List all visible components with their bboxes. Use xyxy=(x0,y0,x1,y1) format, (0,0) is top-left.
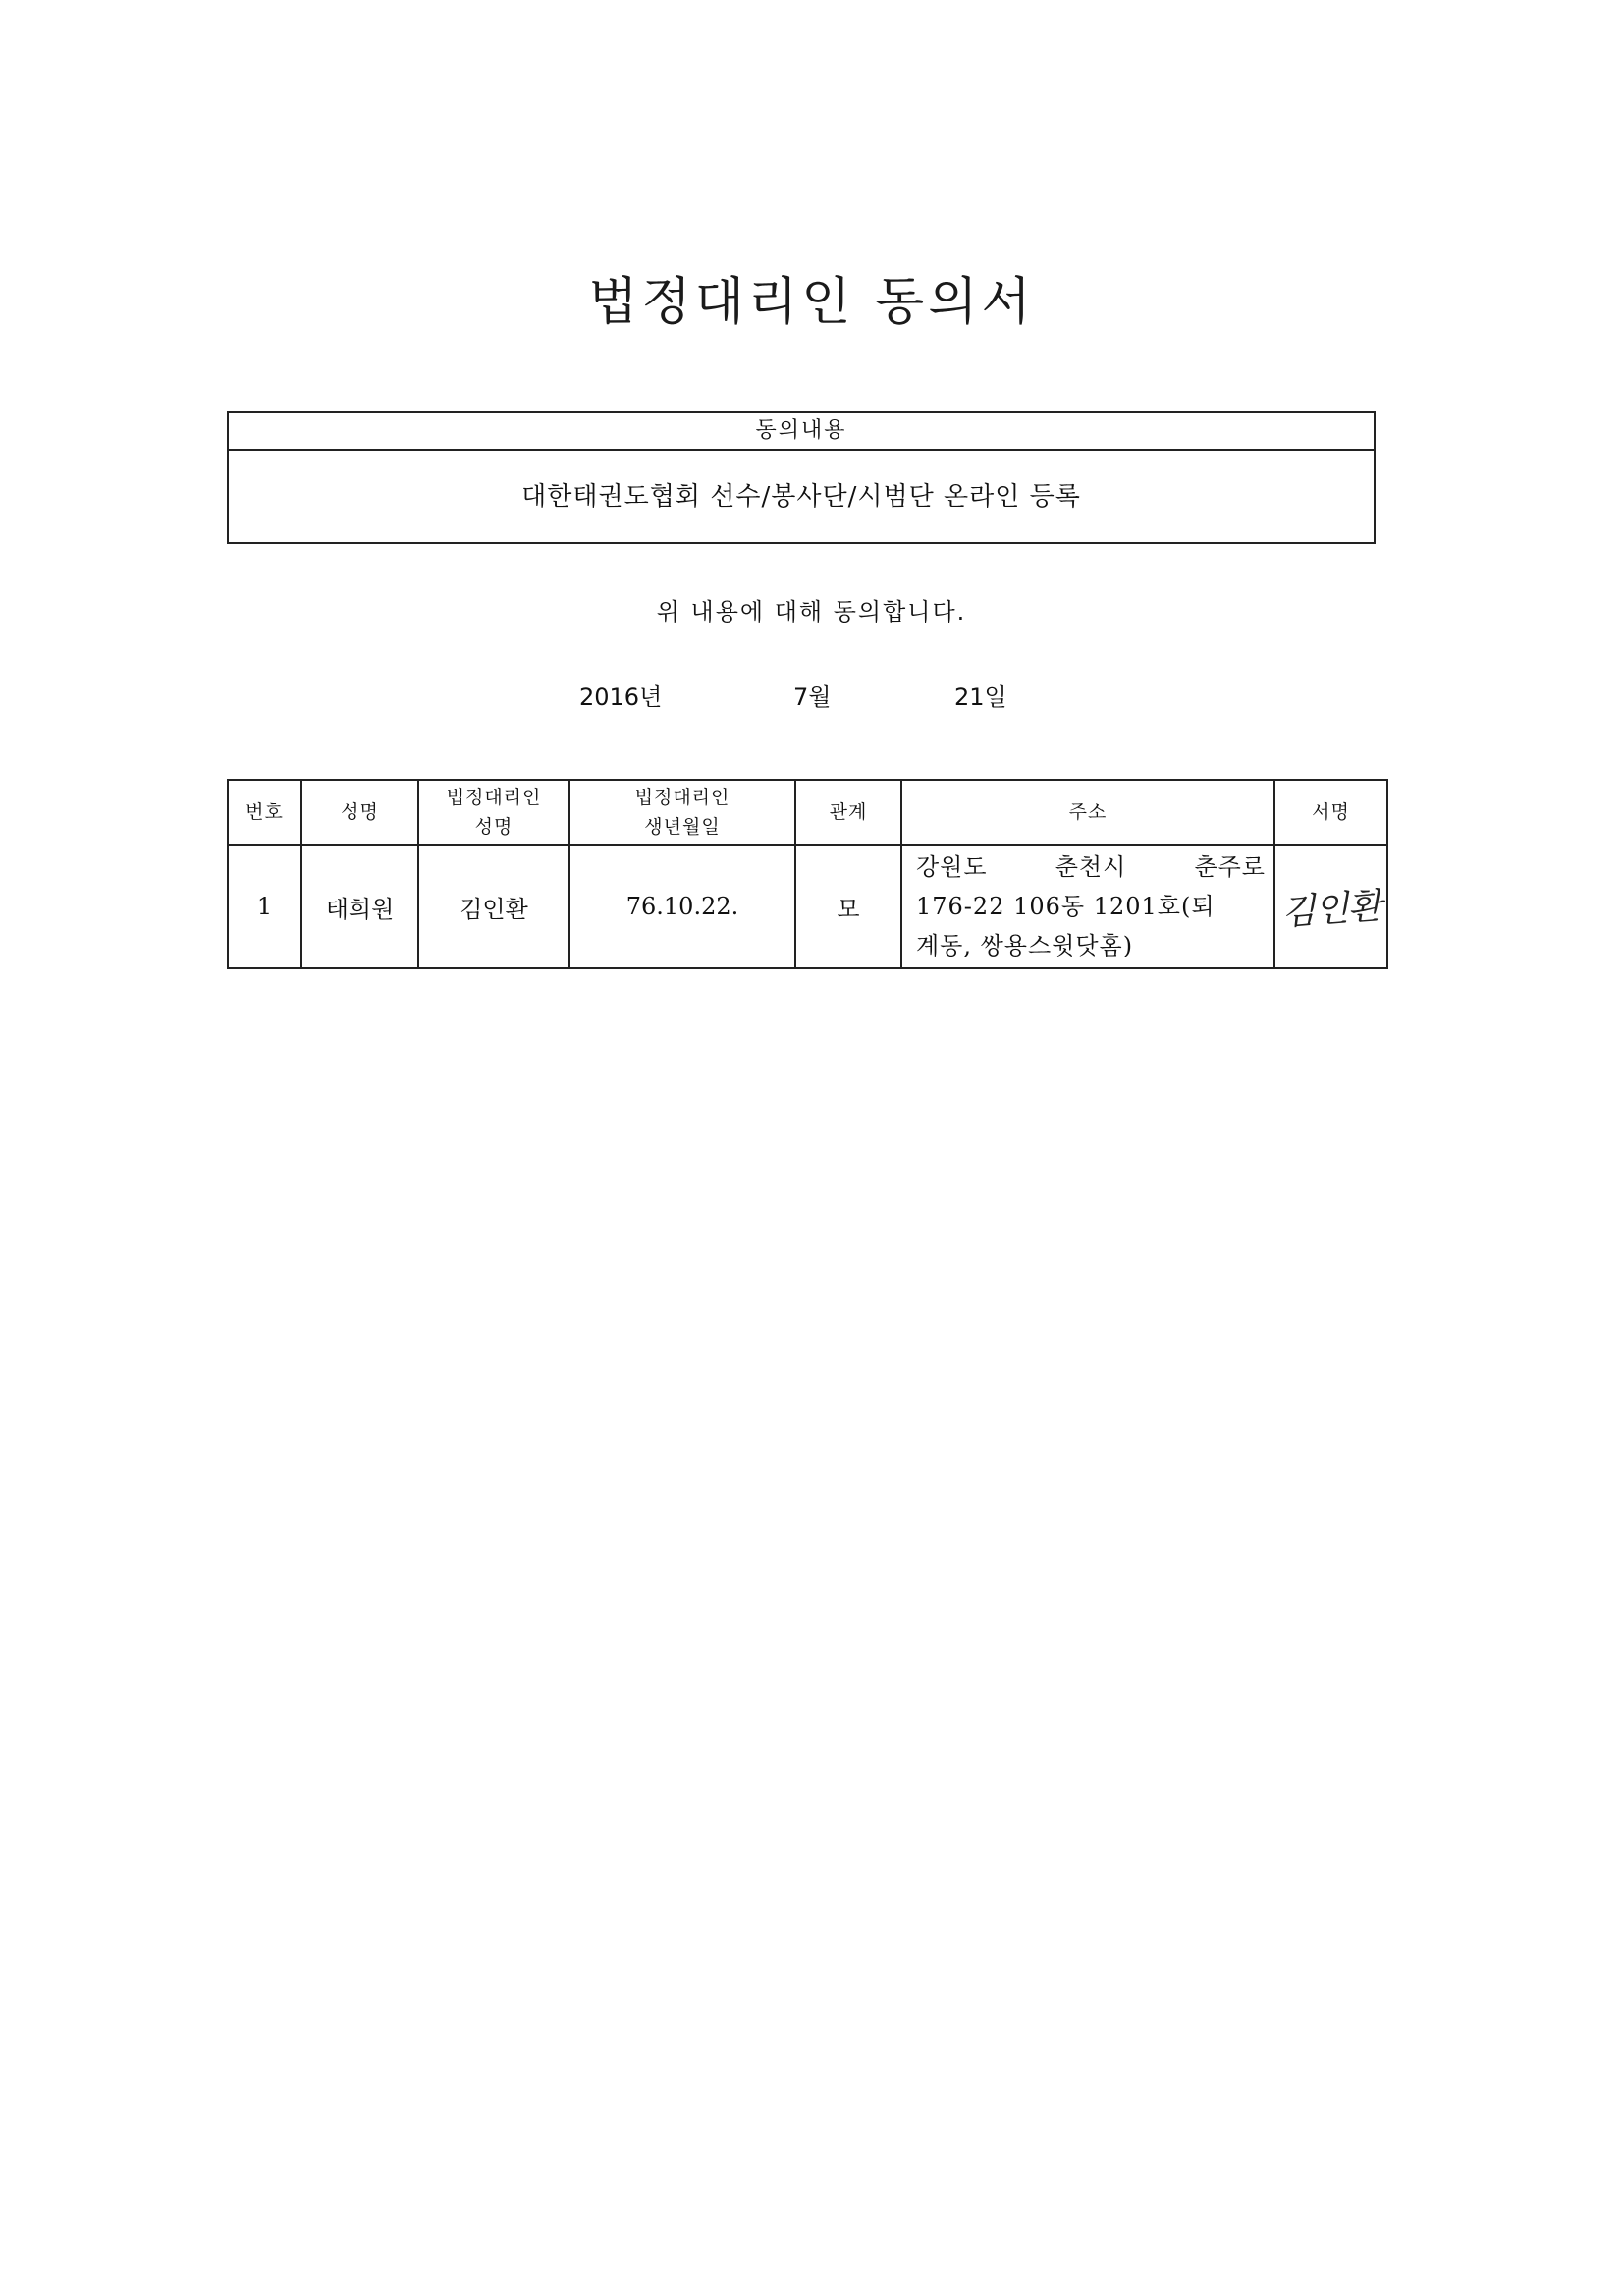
header-guardian-name-line1: 법정대리인 xyxy=(446,787,542,808)
consent-content-box xyxy=(227,411,1376,544)
date-year: 2016년 xyxy=(579,683,663,711)
document-title: 법정대리인 동의서 xyxy=(588,273,1035,332)
address-line-2: 176-22 106동 1201호(퇴 xyxy=(916,893,1216,920)
agreement-statement: 위 내용에 대해 동의합니다. xyxy=(656,598,967,626)
cell-relation: 모 xyxy=(795,845,901,968)
table-header-row xyxy=(228,780,1387,845)
header-address: 주소 xyxy=(901,780,1274,845)
consent-content-text: 대한태권도협회 선수/봉사단/시범단 온라인 등록 xyxy=(521,482,1081,512)
header-guardian-birth-line1: 법정대리인 xyxy=(634,787,730,808)
address-province: 강원도 xyxy=(916,853,988,881)
header-guardian-birth-line2: 생년월일 xyxy=(644,816,721,838)
header-signature: 서명 xyxy=(1274,780,1387,845)
cell-guardian-birth: 76.10.22. xyxy=(569,845,795,968)
header-guardian-name xyxy=(418,780,569,845)
cell-guardian-name: 김인환 xyxy=(418,845,569,968)
header-guardian-birth xyxy=(569,780,795,845)
header-name: 성명 xyxy=(301,780,418,845)
cell-address xyxy=(901,845,1274,968)
address-line-1 xyxy=(916,847,1266,887)
table-row xyxy=(228,845,1387,968)
header-relation: 관계 xyxy=(795,780,901,845)
header-number: 번호 xyxy=(228,780,301,845)
cell-signature xyxy=(1274,845,1387,968)
address-city: 춘천시 xyxy=(1055,853,1127,881)
handwritten-signature: 김인환 xyxy=(1279,886,1382,933)
consent-content-header: 동의내용 xyxy=(229,413,1374,451)
header-guardian-name-line2: 성명 xyxy=(474,816,514,838)
cell-name: 태희원 xyxy=(301,845,418,968)
address-road: 춘주로 xyxy=(1194,853,1266,881)
date-month: 7월 xyxy=(793,683,832,711)
guardian-table xyxy=(227,779,1388,969)
cell-number: 1 xyxy=(228,845,301,968)
address-line-3: 계동, 쌍용스윗닷홈) xyxy=(916,932,1134,959)
date-day: 21일 xyxy=(954,683,1007,711)
